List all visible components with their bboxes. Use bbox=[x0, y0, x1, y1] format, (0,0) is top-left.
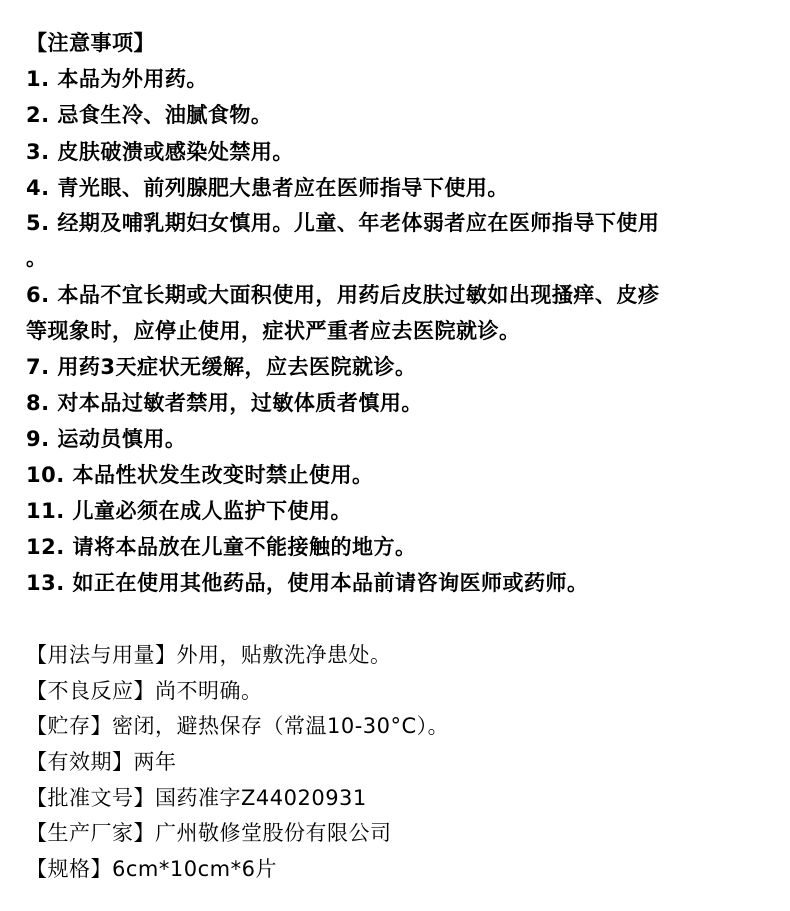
info-row-usage bbox=[26, 642, 392, 668]
info-row-storage bbox=[26, 713, 449, 739]
notice-item: 10. 本品性状发生改变时禁止使用。 bbox=[26, 463, 374, 487]
info-value: 国药准字Z44020931 bbox=[155, 786, 367, 810]
notice-item: 6. 本品不宜长期或大面积使用，用药后皮肤过敏如出现搔痒、皮疹 bbox=[26, 283, 660, 307]
notice-item: 3. 皮肤破溃或感染处禁用。 bbox=[26, 140, 294, 164]
info-label: 【贮存】 bbox=[26, 714, 112, 738]
notice-item-continuation: 等现象时，应停止使用，症状严重者应去医院就诊。 bbox=[26, 319, 521, 343]
info-value: 6cm*10cm*6片 bbox=[112, 857, 277, 881]
info-row-approval-number bbox=[26, 785, 367, 811]
info-value: 两年 bbox=[133, 750, 177, 774]
info-label: 【不良反应】 bbox=[26, 679, 155, 703]
info-value: 外用，贴敷洗净患处。 bbox=[176, 643, 392, 667]
info-row-expiry bbox=[26, 749, 177, 775]
info-value: 尚不明确。 bbox=[155, 679, 263, 703]
info-label: 【规格】 bbox=[26, 857, 112, 881]
notice-item: 2. 忌食生冷、油腻食物。 bbox=[26, 103, 273, 127]
notice-item: 8. 对本品过敏者禁用，过敏体质者慎用。 bbox=[26, 391, 423, 415]
info-row-manufacturer bbox=[26, 820, 392, 846]
notice-item: 7. 用药3天症状无缓解，应去医院就诊。 bbox=[26, 355, 417, 379]
info-label: 【生产厂家】 bbox=[26, 821, 155, 845]
info-value: 密闭，避热保存（常温10-30°C）。 bbox=[112, 714, 450, 738]
notice-item: 5. 经期及哺乳期妇女慎用。儿童、年老体弱者应在医师指导下使用 bbox=[26, 211, 660, 235]
info-row-specification bbox=[26, 856, 277, 882]
notice-item: 13. 如正在使用其他药品，使用本品前请咨询医师或药师。 bbox=[26, 571, 589, 595]
info-label: 【批准文号】 bbox=[26, 786, 155, 810]
info-value: 广州敬修堂股份有限公司 bbox=[155, 821, 392, 845]
notice-item: 4. 青光眼、前列腺肥大患者应在医师指导下使用。 bbox=[26, 176, 509, 200]
notice-item: 11. 儿童必须在成人监护下使用。 bbox=[26, 499, 353, 523]
notice-item: 1. 本品为外用药。 bbox=[26, 67, 208, 91]
notice-item: 12. 请将本品放在儿童不能接触的地方。 bbox=[26, 535, 417, 559]
info-label: 【用法与用量】 bbox=[26, 643, 177, 667]
info-row-adverse-reactions bbox=[26, 678, 263, 704]
info-label: 【有效期】 bbox=[26, 750, 134, 774]
notice-item: 9. 运动员慎用。 bbox=[26, 427, 187, 451]
notices-heading: 【注意事项】 bbox=[26, 31, 155, 55]
notice-item-continuation: 。 bbox=[26, 246, 48, 270]
